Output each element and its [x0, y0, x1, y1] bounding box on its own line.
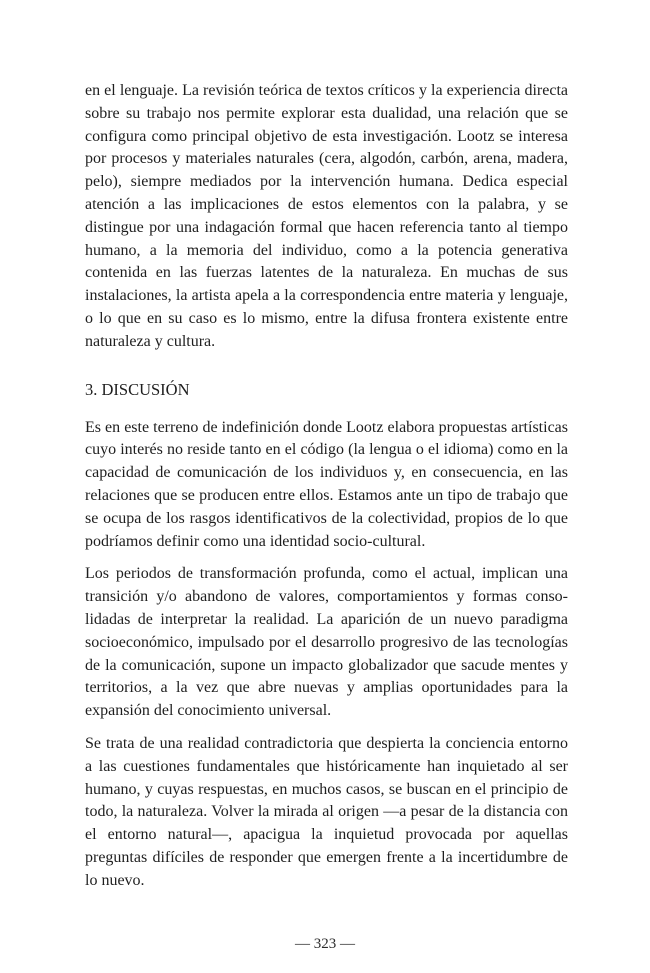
intro-paragraph: en el lenguaje. La revisión teórica de textos críticos y la experiencia directa sobre su trabajo nos permite explorar esta dualidad, una relación que se configura como principal objetivo de esta investigación. Lootz se interesa por procesos y materiales naturales (cera, algodón, carbón, arena, madera, pelo), siempre mediados por la intervención humana. Dedica especial atención a las implicaciones de estos elementos con la palabra, y se distingue por una indagación formal que hacen referencia tanto al tiempo humano, a la memoria del individuo, como a la potencia generativa contenida en las fuerzas latentes de la naturaleza. En muchas de sus instalaciones, la artista apela a la correspondencia entre materia y lenguaje, o lo que en su caso es lo mismo, entre la difusa frontera existente entre naturaleza y cultura.	[85, 82, 568, 350]
body-paragraph: Es en este terreno de indefinición donde Lootz elabora propuestas artísticas cuyo interés no reside tanto en el código (la lengua o el idioma) como en la capacidad de comunicación de los individuos y, en consecuencia, en las relaciones que se producen entre ellos. Estamos ante un tipo de trabajo que se ocupa de los rasgos identificativos de la colectividad, propios de lo que podríamos definir como una identidad socio-cultural.	[85, 418, 568, 550]
page-number: — 323 —	[295, 936, 355, 952]
page-body	[85, 80, 568, 893]
section-heading: 3. DISCUSIÓN	[85, 379, 190, 399]
body-paragraph: Los periodos de transformación profunda, como el actual, implican una transición y/o abandono de valores, comportamientos y formas consolidadas de interpretar la realidad. La aparición de un nuevo paradigma socioeconómico, impulsado por el desarrollo progresivo de las tecnologías de la comunicación, supone un impacto globalizador que sacude mentes y territorios, a la vez que abre nuevas y amplias oportunidades para la expansión del conocimiento universal.	[85, 565, 568, 720]
body-paragraph: Se trata de una realidad contradictoria que despierta la conciencia entorno a las cuestiones fundamentales que históricamente han inquietado al ser humano, y cuyas respuestas, en muchos casos, se buscan en el principio de todo, la naturaleza. Volver la mirada al origen —a pesar de la distancia con el entorno natural—, apacigua la inquietud provocada por aquellas preguntas difíciles de responder que emergen frente a la incertidumbre de lo nuevo.	[85, 734, 568, 889]
